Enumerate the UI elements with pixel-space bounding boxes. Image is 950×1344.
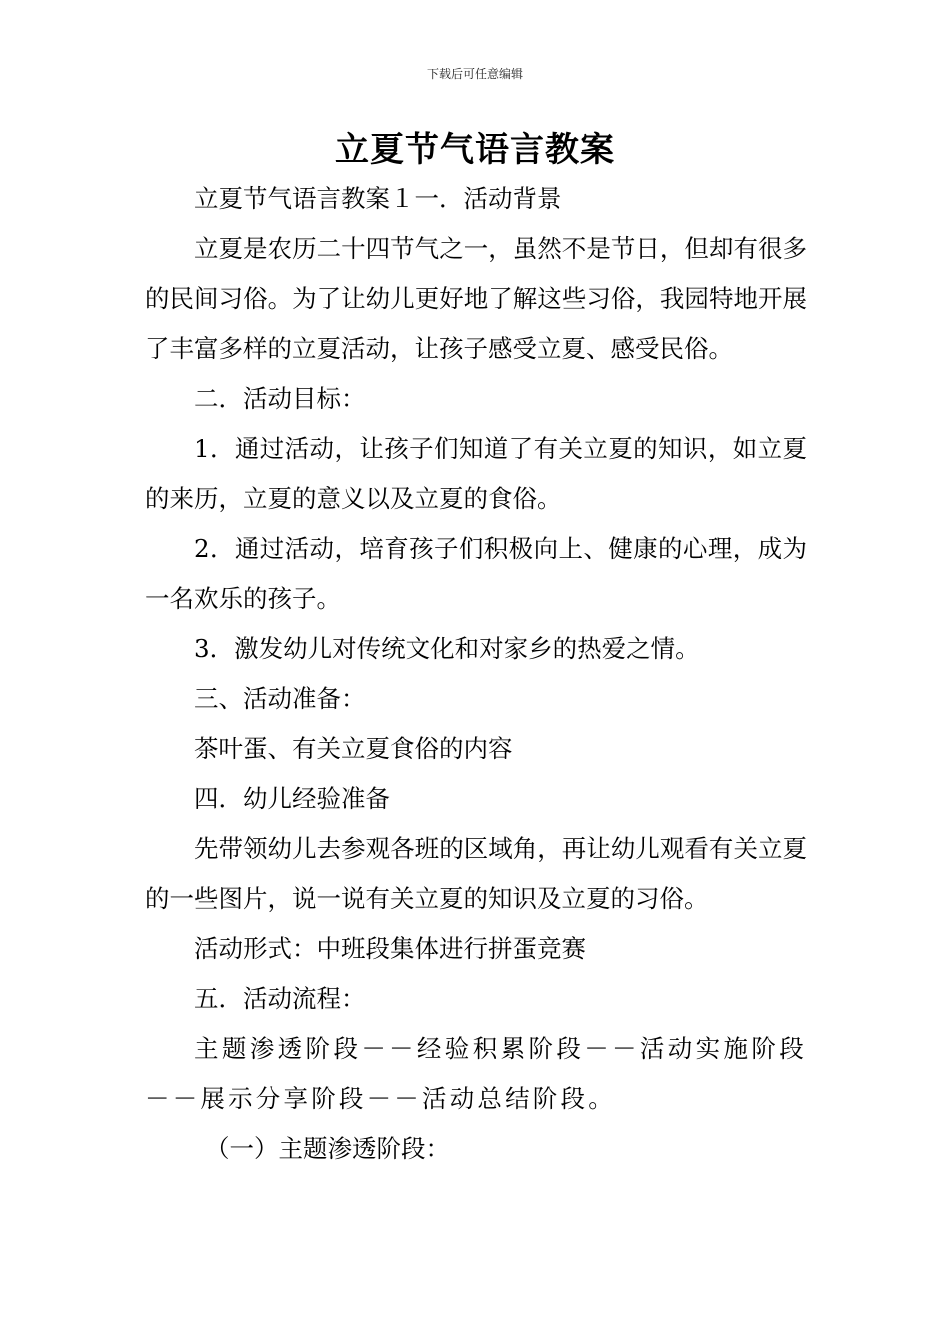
paragraph: 2．通过活动，培育孩子们积极向上、健康的心理，成为一名欢乐的孩子。 <box>145 534 807 613</box>
page-header-note: 下载后可任意编辑 <box>426 67 523 81</box>
paragraph: 立夏是农历二十四节气之一，虽然不是节日，但却有很多的民间习俗。为了让幼儿更好地了解这些习俗，我园特地开展了丰富多样的立夏活动，让孩子感受立夏、感受民俗。 <box>145 234 807 363</box>
document-title: 立夏节气语言教案 <box>335 130 615 170</box>
paragraph: 主题渗透阶段－－经验积累阶段－－活动实施阶段－－展示分享阶段－－活动总结阶段。 <box>145 1034 807 1113</box>
paragraph: 立夏节气语言教案１一．活动背景 <box>194 184 562 213</box>
paragraph: 茶叶蛋、有关立夏食俗的内容 <box>194 734 513 763</box>
paragraph: 3．激发幼儿对传统文化和对家乡的热爱之情。 <box>194 634 700 663</box>
paragraph: （一）主题渗透阶段： <box>205 1134 451 1163</box>
paragraph: 二．活动目标： <box>194 384 366 413</box>
paragraph: 1．通过活动，让孩子们知道了有关立夏的知识，如立夏的来历，立夏的意义以及立夏的食俗。 <box>145 434 807 513</box>
paragraph: 活动形式：中班段集体进行拼蛋竞赛 <box>194 934 586 963</box>
paragraph: 四．幼儿经验准备 <box>194 784 390 813</box>
paragraph: 三、活动准备： <box>194 684 366 713</box>
paragraph: 先带领幼儿去参观各班的区域角，再让幼儿观看有关立夏的一些图片，说一说有关立夏的知识及立夏的习俗。 <box>145 834 807 913</box>
paragraph: 五．活动流程： <box>194 984 366 1013</box>
document-body <box>145 174 807 1174</box>
